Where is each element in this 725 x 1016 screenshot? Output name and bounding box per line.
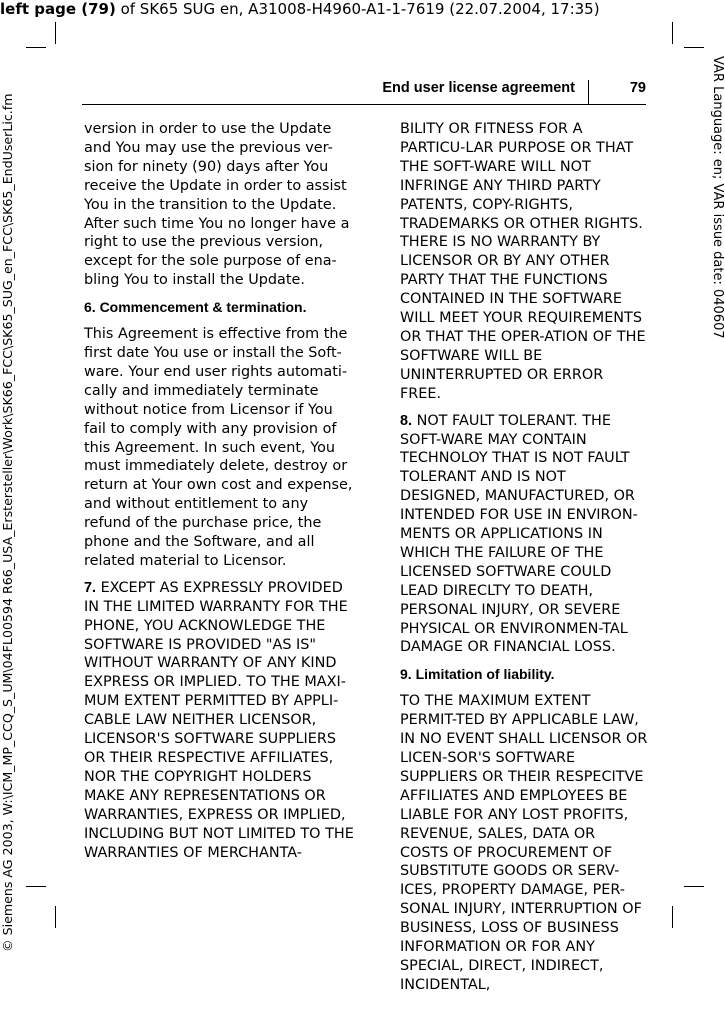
section-7-number: 7. (84, 579, 97, 596)
side-var-language: VAR Language: en; VAR issue date: 040607 (710, 56, 725, 339)
section-8-text: NOT FAULT TOLERANT. THE SOFT-WARE MAY CONTAIN TECHNOLOY THAT IS NOT FAULT TOLERANT AND IS NOT DESIGNED, MANUFACTURED, OR INTENDED FOR USE IN ENVIRON-MENTS OR APPLICATIONS IN WHICH THE FAILURE OF THE LICENSED SOFTWARE COULD LEAD DIRECLTY TO DEATH, PERSONAL INJURY, OR SEVERE PHYSICAL OR ENVIRONMEN-TAL DAMAGE OR FINANCIAL LOSS. (400, 412, 638, 656)
header-page-label: left page (79) (0, 0, 116, 18)
paragraph-section-8 (400, 412, 648, 658)
crop-mark-bottom-left-h (26, 886, 46, 887)
running-head (82, 80, 646, 102)
header-doc-info: of SK65 SUG en, A31008-H4960-A1-1-7619 (22.07.2004, 17:35) (115, 0, 600, 18)
crop-mark-top-right-h (684, 47, 704, 48)
section-7-text: EXCEPT AS EXPRESSLY PROVIDED IN THE LIMITED WARRANTY FOR THE PHONE, YOU ACKNOWLEDGE THE SOFTWARE IS PROVIDED "AS IS" WITHOUT WARRANTY OF ANY KIND EXPRESS OR IMPLIED. TO THE MAXI-MUM EXTENT PERMITTED BY APPLI-CABLE LAW NEITHER LICENSOR, LICENSOR'S SOFTWARE SUPPLIERS OR THEIR RESPECTIVE AFFILIATES, NOR THE COPYRIGHT HOLDERS MAKE ANY REPRESENTATIONS OR WARRANTIES, EXPRESS OR IMPLIED, INCLUDING BUT NOT LIMITED TO THE WARRANTIES OF MERCHANTA- (84, 579, 354, 861)
paragraph-update-continued: version in order to use the Update and You may use the previous ver-sion for ninety (90) days after You receive the Update in order to assist You in the transition to the Update. After such time You no longer have a right to use the previous version, except for the sole purpose of ena-bling You to install the Update. (84, 121, 350, 289)
heading-limitation-of-liability: 9. Limitation of liability. (400, 666, 555, 683)
page-number: 79 (629, 80, 646, 96)
crop-mark-bottom-right-v (672, 906, 673, 928)
crop-mark-top-left-v (55, 22, 56, 44)
section-8-number: 8. (400, 412, 413, 429)
running-head-title: End user license agreement (382, 80, 575, 96)
crop-mark-bottom-right-h (684, 886, 704, 887)
paragraph-warranty-continued: BILITY OR FITNESS FOR A PARTICU-LAR PURPOSE OR THAT THE SOFT-WARE WILL NOT INFRINGE ANY THIRD PARTY PATENTS, COPY-RIGHTS, TRADEMARKS OR OTHER RIGHTS. THERE IS NO WARRANTY BY LICENSOR OR BY ANY OTHER PARTY THAT THE FUNCTIONS CONTAINED IN THE SOFTWARE WILL MEET YOUR REQUIREMENTS OR THAT THE OPER-ATION OF THE SOFTWARE WILL BE UNINTERRUPTED OR ERROR FREE. (400, 121, 646, 402)
right-column (400, 120, 648, 1003)
document-header-line (0, 0, 600, 18)
crop-mark-bottom-left-v (55, 906, 56, 928)
running-head-rule (82, 104, 646, 105)
crop-mark-top-right-v (672, 22, 673, 44)
running-head-divider (588, 80, 589, 105)
paragraph-commencement: This Agreement is effective from the first date You use or install the Soft-ware. Your end user rights automati-cally and immediately terminate without notice from Licensor if You fail to comply with any provision of this Agreement. In such event, You must immediately delete, destroy or return at Your own cost and expense, and without entitlement to any refund of the purchase price, the phone and the Software, and all related material to Licensor. (84, 326, 353, 569)
left-column (84, 120, 354, 870)
paragraph-limitation: TO THE MAXIMUM EXTENT PERMIT-TED BY APPLICABLE LAW, IN NO EVENT SHALL LICENSOR OR LICEN-SOR'S SOFTWARE SUPPLIERS OR THEIR RESPECITVE AFFILIATES AND EMPLOYEES BE LIABLE FOR ANY LOST PROFITS, REVENUE, SALES, DATA OR COSTS OF PROCUREMENT OF SUBSTITUTE GOODS OR SERV-ICES, PROPERTY DAMAGE, PER-SONAL INJURY, INTERRUPTION OF BUSINESS, LOSS OF BUSINESS INFORMATION OR FOR ANY SPECIAL, DIRECT, INDIRECT, INCIDENTAL, (400, 693, 648, 993)
side-copyright-path: © Siemens AG 2003, W:\ICM_MP_CCQ_S_UM\04FL00594 R66_USA_Erstersteller\Work\SK66_FCC\SK65_SUG_en_FCC\SK65_EndUserLic.fm (0, 93, 15, 952)
crop-mark-top-left-h (26, 47, 46, 48)
paragraph-section-7 (84, 579, 354, 863)
heading-commencement-termination: 6. Commencement & termination. (84, 299, 307, 316)
